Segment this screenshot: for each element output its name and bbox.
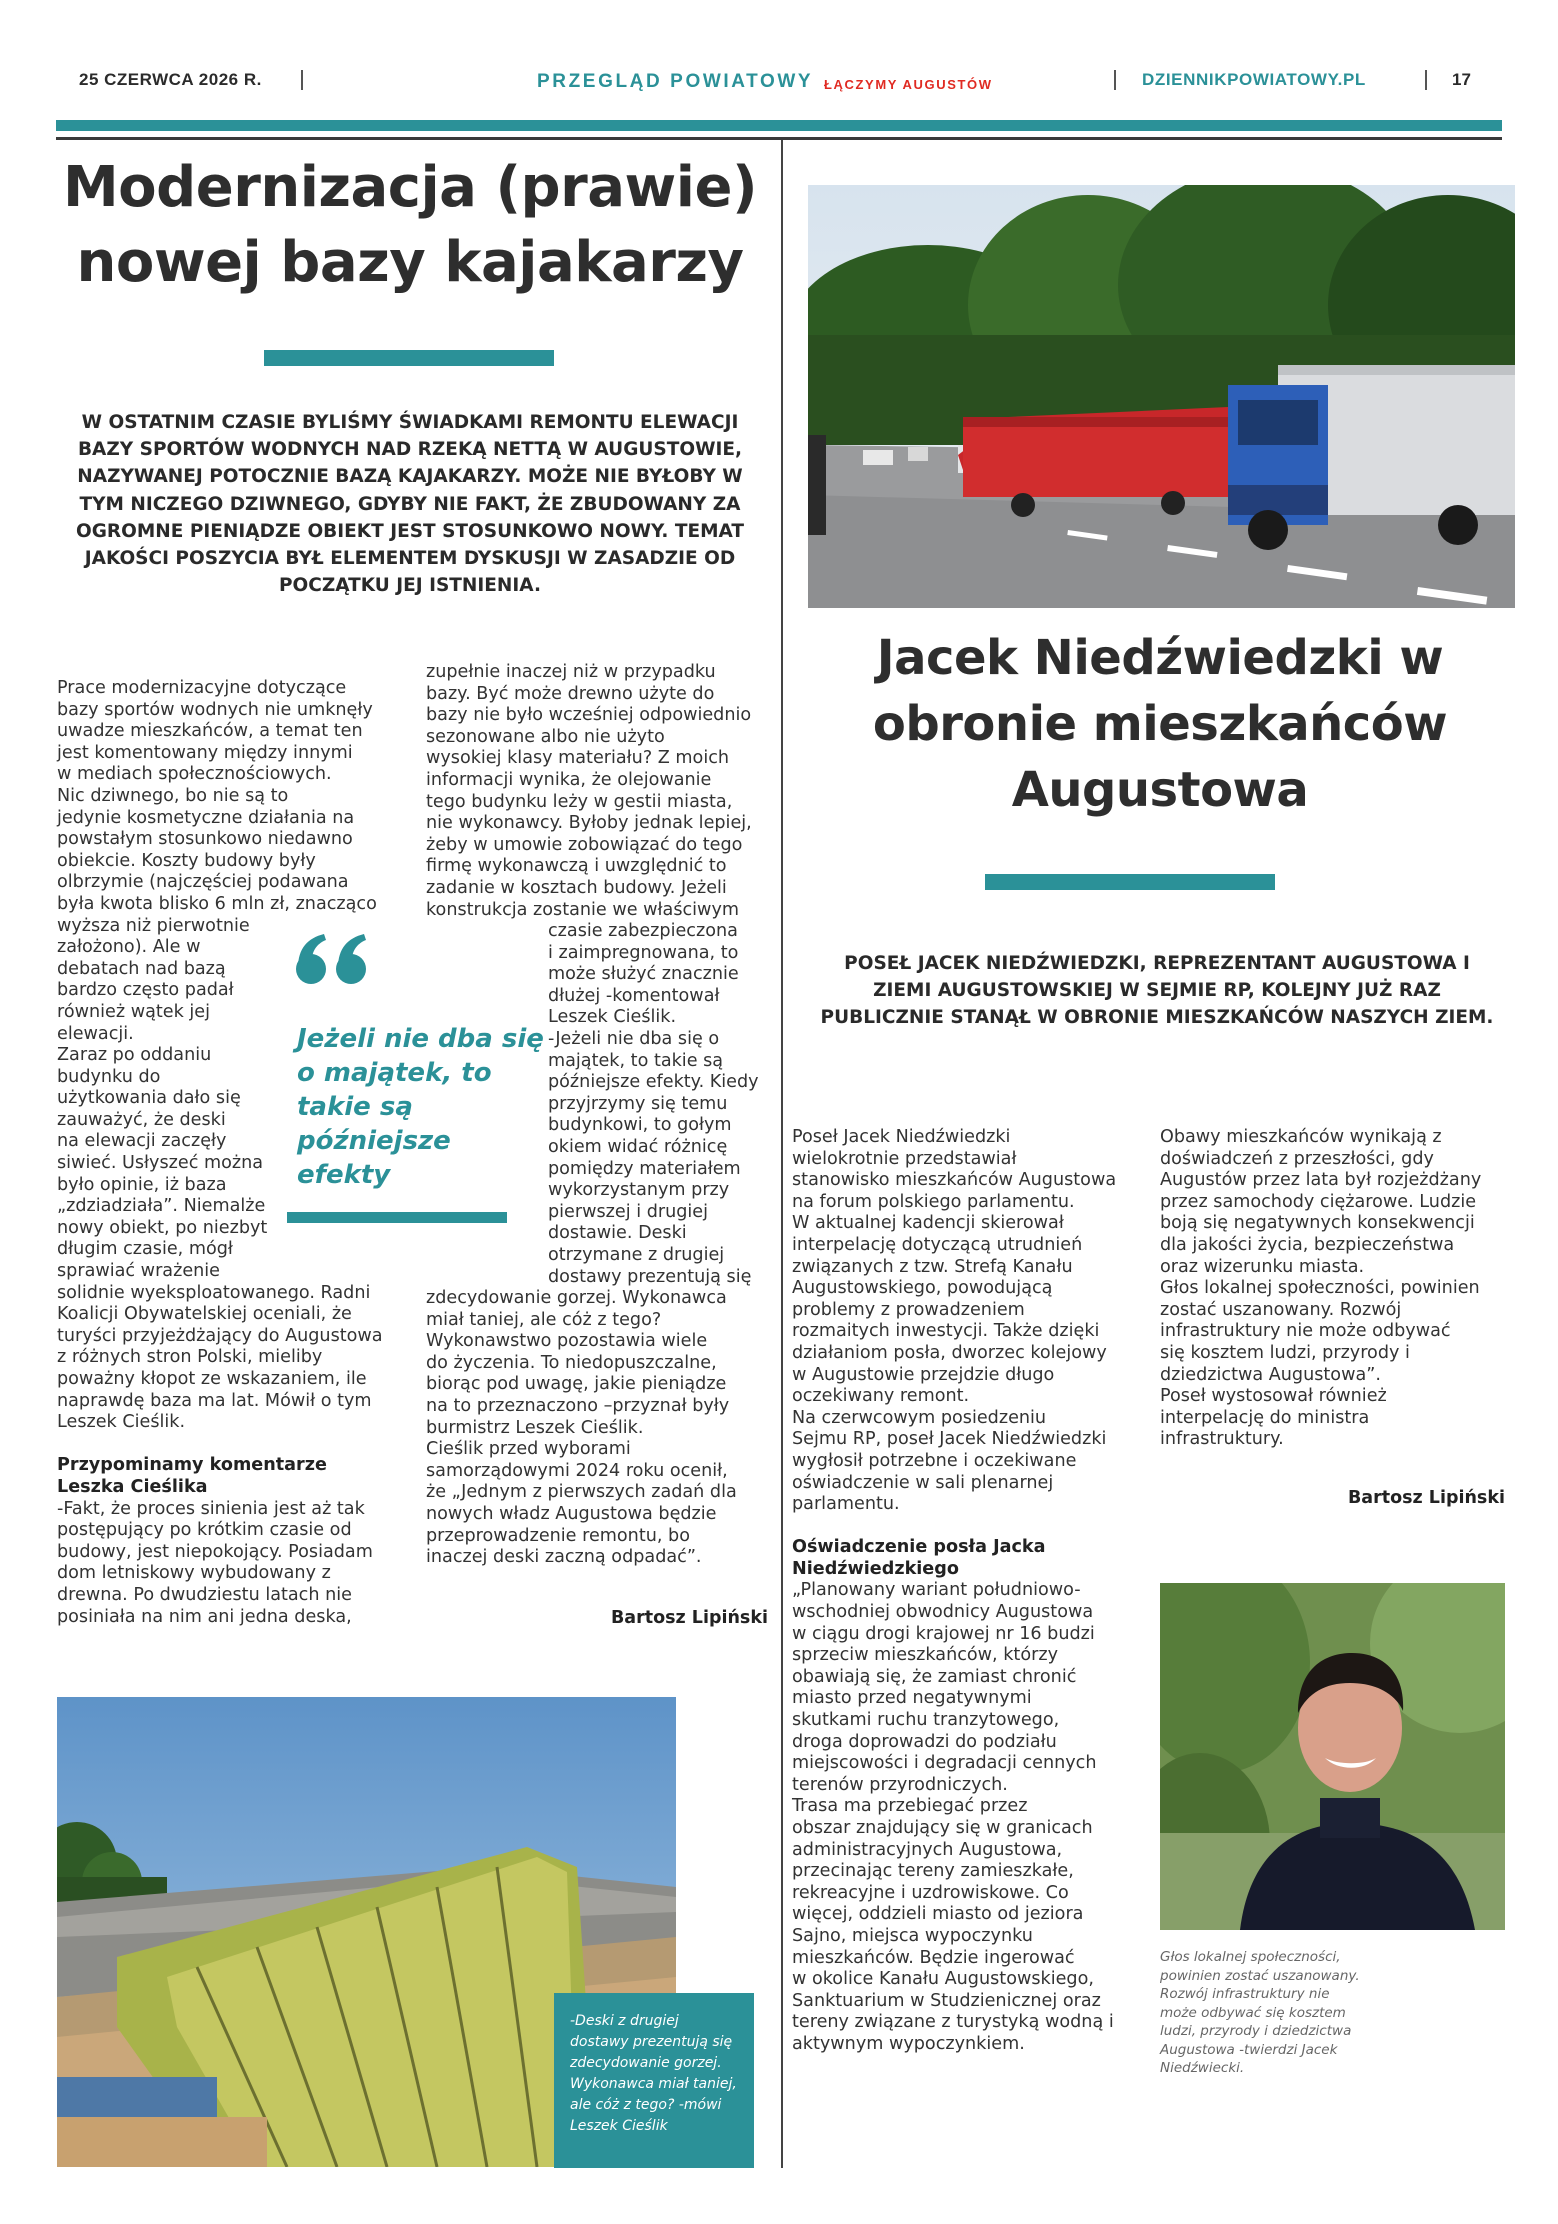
text-line: oraz wizerunku miasta.	[1160, 1256, 1365, 1277]
caption-line: Głos lokalnej społeczności,	[1160, 1949, 1341, 1965]
text-line: Cieślik przed wyborami	[426, 1439, 631, 1460]
text-line: w Augustowie przejdzie długo	[792, 1364, 1055, 1385]
text-line: Obawy mieszkańców wynikają z	[1160, 1127, 1442, 1147]
text-line: że „Jednym z pierwszych zadań dla	[426, 1482, 737, 1503]
text-line: Trasa ma przebiegać przez	[792, 1796, 1028, 1817]
article2-lead: POSEŁ JACEK NIEDŹWIEDZKI, REPREZENTANT AUGUSTOWA I ZIEMI AUGUSTOWSKIEJ W SEJMIE RP, KOLEJNY JUŻ RAZ PUBLICZNIE STANĄŁ W OBRONIE MIESZKAŃCÓW NASZYCH ZIEM.	[820, 953, 1494, 1029]
text-line: do życzenia. To niedopuszczalne,	[426, 1352, 717, 1373]
text-line: stanowisko mieszkańców Augustowa	[792, 1170, 1117, 1191]
building-photo-caption	[554, 1993, 754, 2168]
text-line: droga doprowadzi do podziału	[792, 1731, 1057, 1752]
page-number: 17	[1452, 70, 1471, 89]
text-line: W aktualnej kadencji skierował	[792, 1213, 1064, 1234]
text-line: turyści przyjeżdżający do Augustowa	[57, 1325, 383, 1346]
subheading: Leszka Cieślika	[57, 1476, 208, 1497]
text-line: wygłosił potrzebne i oczekiwane	[792, 1450, 1077, 1471]
text-line: Nic dziwnego, bo nie są to	[57, 785, 289, 806]
text-line: budowy, jest niepokojący. Posiadam	[57, 1541, 373, 1562]
article2-column2	[1160, 1127, 1505, 1451]
header-divider	[1114, 70, 1116, 90]
text-line: działaniom posła, dworzec kolejowy	[792, 1342, 1107, 1363]
text-line: firmę wykonawczą i uwzględnić to	[426, 856, 727, 877]
text-line: -Jeżeli nie dba się o	[548, 1028, 720, 1049]
website-link[interactable]: DZIENNIKPOWIATOWY.PL	[1142, 70, 1366, 89]
caption-line: dostawy prezentują się	[570, 2034, 733, 2050]
text-line: Sanktuarium w Studzienicznej oraz	[792, 1990, 1101, 2011]
text-line: bazy. Być może drewno użyte do	[426, 683, 715, 704]
quote-mark-icon	[294, 930, 374, 990]
text-line: było opinie, iż baza	[57, 1174, 227, 1195]
text-line: parlamentu.	[792, 1494, 900, 1515]
text-line: nowych władz Augustowa będzie	[426, 1503, 717, 1524]
text-line: postępujący po krótkim czasie od	[57, 1520, 352, 1541]
subheading: Przypominamy komentarze	[57, 1455, 327, 1476]
text-line: przecinając tereny zamieszkałe,	[792, 1861, 1074, 1882]
text-line: przez samochody ciężarowe. Ludzie	[1160, 1191, 1477, 1212]
pull-quote-line: o majątek, to	[297, 1058, 492, 1088]
article1-lead: W OSTATNIM CZASIE BYLIŚMY ŚWIADKAMI REMONTU ELEWACJI BAZY SPORTÓW WODNYCH NAD RZEKĄ NETTĄ W AUGUSTOWIE, NAZYWANEJ POTOCZNIE BAZĄ KAJAKARZY. MOŻE NIE BYŁOBY W TYM NICZEGO DZIWNEGO, GDYBY NIE FAKT, ŻE ZBUDOWANY ZA OGROMNE PIENIĄDZE OBIEKT JEST STOSUNKOWO NOWY. TEMAT JAKOŚCI POSZYCIA BYŁ ELEMENTEM DYSKUSJI W ZASADZIE OD POCZĄTKU JEJ ISTNIENIA.	[75, 412, 744, 597]
text-line: infrastruktury.	[1160, 1429, 1284, 1450]
text-line: późniejsze efekty. Kiedy	[548, 1072, 759, 1093]
caption-line: może odbywać się kosztem	[1160, 2004, 1346, 2021]
text-line: Leszek Cieślik.	[548, 1007, 677, 1028]
text-line: solidnie wyeksploatowanego. Radni	[57, 1282, 371, 1303]
text-line: mieszkańców. Będzie ingerować	[792, 1947, 1075, 1968]
text-line: problemy z prowadzeniem	[792, 1299, 1025, 1320]
text-line: dostawie. Deski	[548, 1223, 687, 1244]
text-line: przyjrzymy się temu	[548, 1093, 728, 1114]
header-divider	[301, 70, 303, 90]
article1-headline	[40, 150, 780, 300]
caption-line: zdecydowanie gorzej.	[570, 2055, 722, 2071]
text-line: wykorzystanym przy	[548, 1180, 730, 1201]
text-line: inaczej deski zaczną odpadać”.	[426, 1547, 702, 1568]
text-line: olbrzymie (najczęściej podawana	[57, 872, 349, 893]
caption-line: Wykonawca miał taniej,	[570, 2076, 737, 2092]
text-line: Augustów przez lata był rozjeżdżany	[1160, 1170, 1482, 1191]
text-line: samorządowymi 2024 roku ocenił,	[426, 1460, 728, 1481]
text-line: oczekiwany remont.	[792, 1386, 970, 1407]
text-line: Poseł wystosował również	[1160, 1386, 1387, 1407]
text-line: zauważyć, że deski	[57, 1109, 226, 1130]
text-line: Prace modernizacyjne dotyczące	[57, 678, 347, 698]
article2-headline	[800, 625, 1520, 823]
text-line: wschodniej obwodnicy Augustowa	[792, 1602, 1094, 1623]
text-line: Koalicji Obywatelskiej oceniali, że	[57, 1304, 352, 1325]
pull-quote	[297, 1022, 567, 1192]
text-line: aktywnym wypoczynkiem.	[792, 2033, 1025, 2054]
text-line: nie wykonawcy. Byłoby jednak lepiej,	[426, 813, 752, 834]
text-line: pierwszej i drugiej	[548, 1201, 709, 1222]
text-line: Na czerwcowym posiedzeniu	[792, 1407, 1047, 1428]
portrait-photo	[1160, 1583, 1505, 1930]
text-line: doświadczeń z przeszłości, gdy	[1160, 1148, 1434, 1169]
header-rule-teal	[56, 120, 1502, 131]
text-line: terenów przyrodniczych.	[792, 1774, 1008, 1795]
text-line: długim czasie, mógł	[57, 1239, 233, 1260]
text-line: informacji wynika, że olejowanie	[426, 769, 712, 790]
text-line: dom letniskowy wybudowany z	[57, 1563, 331, 1584]
headline-line: obronie mieszkańców	[872, 696, 1448, 752]
pull-quote-line: takie są późniejsze	[297, 1092, 451, 1156]
text-line: uwadze mieszkańców, a temat ten	[57, 721, 363, 742]
text-line: debatach nad bazą	[57, 958, 226, 979]
caption-line: Augustowa -twierdzi Jacek	[1160, 2041, 1338, 2058]
text-line: Leszek Cieślik.	[57, 1412, 186, 1433]
text-line: Wykonawstwo pozostawia wiele	[426, 1331, 708, 1352]
text-line: i zaimpregnowana, to	[548, 942, 739, 963]
text-line: sezonowane albo nie użyto	[426, 726, 665, 747]
caption-line: powinien zostać uszanowany.	[1160, 1967, 1360, 1984]
text-line: miejscowości i degradacji cennych	[792, 1753, 1097, 1774]
text-line: obawiają się, że zamiast chronić	[792, 1666, 1077, 1687]
text-line: wysokiej klasy materiału? Z moich	[426, 748, 730, 769]
text-line: Augustowskiego, powodującą	[792, 1278, 1053, 1299]
text-line: nowy obiekt, po niezbyt	[57, 1217, 268, 1238]
text-line: skutkami ruchu tranzytowego,	[792, 1710, 1060, 1731]
text-line: na to przeznaczono –przyznał były	[426, 1395, 730, 1416]
text-line: dziedzictwa Augustowa”.	[1160, 1364, 1381, 1385]
caption-line: Leszek Cieślik	[570, 2118, 668, 2134]
text-line: pomiędzy materiałem	[548, 1158, 741, 1179]
text-line: Zaraz po oddaniu	[57, 1045, 212, 1066]
text-line: na forum polskiego parlamentu.	[792, 1191, 1075, 1212]
text-line: Sejmu RP, poseł Jacek Niedźwiedzki	[792, 1429, 1107, 1450]
text-line: miasto przed negatywnymi	[792, 1688, 1032, 1709]
text-line: budynkowi, to gołym	[548, 1115, 732, 1136]
headline-line: Modernizacja (prawie)	[62, 155, 758, 220]
trucks-photo	[808, 185, 1515, 608]
caption-line: Niedźwiecki.	[1160, 2060, 1245, 2076]
text-line: bazy sportów wodnych nie umknęły	[57, 699, 373, 720]
headline-accent-bar	[985, 874, 1275, 890]
text-line: z różnych stron Polski, mieliby	[57, 1347, 323, 1368]
article2-author: Bartosz Lipiński	[1347, 1488, 1505, 1508]
publication-slogan: ŁĄCZYMY AUGUSTÓW	[824, 77, 993, 92]
text-line: dla jakości życia, bezpieczeństwa	[1160, 1234, 1455, 1255]
article1-column2-narrow	[548, 921, 778, 1288]
pull-quote-line: efekty	[297, 1160, 391, 1190]
text-line: tego budynku leży w gestii miasta,	[426, 791, 733, 812]
article2-column1	[792, 1127, 1137, 2056]
text-line: powstałym stosunkowo niedawno	[57, 829, 353, 850]
text-line: poważny kłopot ze wskazaniem, ile	[57, 1369, 367, 1389]
headline-line: Jacek Niedźwiedzki w	[876, 630, 1444, 686]
text-line: „Planowany wariant południowo-	[792, 1580, 1081, 1601]
publication-title: PRZEGLĄD POWIATOWY	[537, 71, 814, 92]
subheading: Oświadczenie posła Jacka	[792, 1537, 1046, 1558]
text-line: Głos lokalnej społeczności, powinien	[1160, 1278, 1480, 1299]
text-line: burmistrz Leszek Cieślik.	[426, 1417, 644, 1438]
subheading: Niedźwiedzkiego	[792, 1558, 959, 1579]
text-line: bazy nie było wcześniej odpowiednio	[426, 705, 752, 726]
text-line: Sajno, miejsca wypoczynku	[792, 1925, 1033, 1946]
text-line: administracyjnych Augustowa,	[792, 1839, 1063, 1860]
article1-column2	[426, 662, 776, 921]
text-line: dłużej -komentował	[548, 985, 720, 1006]
text-line: budynku do	[57, 1066, 161, 1087]
headline-accent-bar	[264, 350, 554, 366]
article1-column2-cont	[426, 1288, 776, 1569]
text-line: również wątek jej	[57, 1001, 210, 1022]
caption-line: -Deski z drugiej	[570, 2013, 679, 2029]
text-line: jest komentowany między innymi	[57, 742, 353, 763]
text-line: obiekcie. Koszty budowy były	[57, 850, 316, 871]
text-line: interpelację dotyczącą utrudnień	[792, 1234, 1083, 1255]
text-line: związanych z tzw. Strefą Kanału	[792, 1256, 1073, 1277]
text-line: wyższa niż pierwotnie	[57, 915, 250, 936]
text-line: bardzo często padał	[57, 980, 234, 1001]
text-line: otrzymane z drugiej	[548, 1244, 725, 1265]
column-divider	[781, 140, 783, 2168]
text-line: infrastruktury nie może odbywać	[1160, 1321, 1451, 1342]
text-line: naprawdę baza ma lat. Mówił o tym	[57, 1390, 372, 1411]
text-line: na elewacji zaczęły	[57, 1131, 227, 1152]
text-line: w okolice Kanału Augustowskiego,	[792, 1969, 1094, 1990]
text-line: elewacji.	[57, 1023, 134, 1044]
text-line: więcej, oddzieli miasto od jeziora	[792, 1904, 1084, 1925]
text-line: oświadczenie w sali plenarnej	[792, 1472, 1054, 1493]
text-line: -Fakt, że proces sinienia jest aż tak	[57, 1498, 365, 1519]
article1-author: Bartosz Lipiński	[610, 1608, 768, 1628]
issue-date: 25 CZERWCA 2026 R.	[79, 70, 262, 89]
text-line: sprawiać wrażenie	[57, 1261, 220, 1282]
text-line: Poseł Jacek Niedźwiedzki	[792, 1127, 1011, 1147]
text-line: zostać uszanowany. Rozwój	[1160, 1299, 1402, 1320]
text-line: dostawy prezentują się	[548, 1266, 752, 1287]
text-line: okiem widać różnicę	[548, 1136, 728, 1157]
text-line: interpelację do ministra	[1160, 1407, 1370, 1428]
text-line: żeby w umowie zobowiązać do tego	[426, 834, 743, 855]
text-line: majątek, to takie są	[548, 1050, 724, 1071]
text-line: posiniała na nim ani jedna deska,	[57, 1606, 352, 1627]
text-line: rekreacyjne i uzdrowiskowe. Co	[792, 1882, 1069, 1903]
text-line: w ciągu drogi krajowej nr 16 budzi	[792, 1623, 1095, 1644]
text-line: miał taniej, ale cóż z tego?	[426, 1309, 662, 1330]
headline-line: nowej bazy kajakarzy	[76, 230, 744, 295]
text-line: wielokrotnie przedstawiał	[792, 1148, 1017, 1169]
pull-quote-rule	[287, 1212, 507, 1223]
text-line: boją się negatywnych konsekwencji	[1160, 1213, 1475, 1234]
text-line: przeprowadzenie remontu, bo	[426, 1525, 690, 1546]
header-rule-dark	[56, 137, 1502, 140]
text-line: zadanie w kosztach budowy. Jeżeli	[426, 877, 727, 898]
text-line: rozmaitych inwestycji. Także dzięki	[792, 1321, 1100, 1342]
text-line: była kwota blisko 6 mln zł, znacząco	[57, 893, 377, 914]
text-line: jedynie kosmetyczne działania na	[57, 807, 355, 828]
header-divider	[1425, 70, 1427, 90]
text-line: zupełnie inaczej niż w przypadku	[426, 662, 716, 682]
pull-quote-line: Jeżeli nie dba się	[297, 1024, 544, 1054]
caption-line: Rozwój infrastruktury nie	[1160, 1986, 1330, 2002]
text-line: obszar znajdujący się w granicach	[792, 1818, 1093, 1838]
text-line: w mediach społecznościowych.	[57, 764, 332, 785]
caption-line: ale cóż z tego? -mówi	[570, 2097, 722, 2113]
text-line: sprzeciw mieszkańców, którzy	[792, 1645, 1058, 1666]
text-line: się kosztem ludzi, przyrody i	[1160, 1342, 1410, 1363]
text-line: konstrukcja zostanie we właściwym	[426, 899, 739, 920]
text-line: „zdziadziała”. Niemalże	[57, 1196, 266, 1217]
text-line: użytkowania dało się	[57, 1088, 241, 1109]
text-line: może służyć znacznie	[548, 964, 739, 985]
text-line: tereny związane z turystyką wodną i	[792, 2012, 1114, 2033]
text-line: biorąc pod uwagę, jakie pieniądze	[426, 1374, 727, 1395]
text-line: siwieć. Usłyszeć można	[57, 1153, 264, 1174]
text-line: drewna. Po dwudziestu latach nie	[57, 1584, 352, 1605]
text-line: czasie zabezpieczona	[548, 921, 738, 941]
caption-line: ludzi, przyrody i dziedzictwa	[1160, 2023, 1352, 2039]
portrait-caption	[1160, 1948, 1360, 2078]
text-line: założono). Ale w	[57, 937, 201, 958]
text-line: zdecydowanie gorzej. Wykonawca	[426, 1288, 727, 1308]
headline-line: Augustowa	[1011, 762, 1309, 818]
